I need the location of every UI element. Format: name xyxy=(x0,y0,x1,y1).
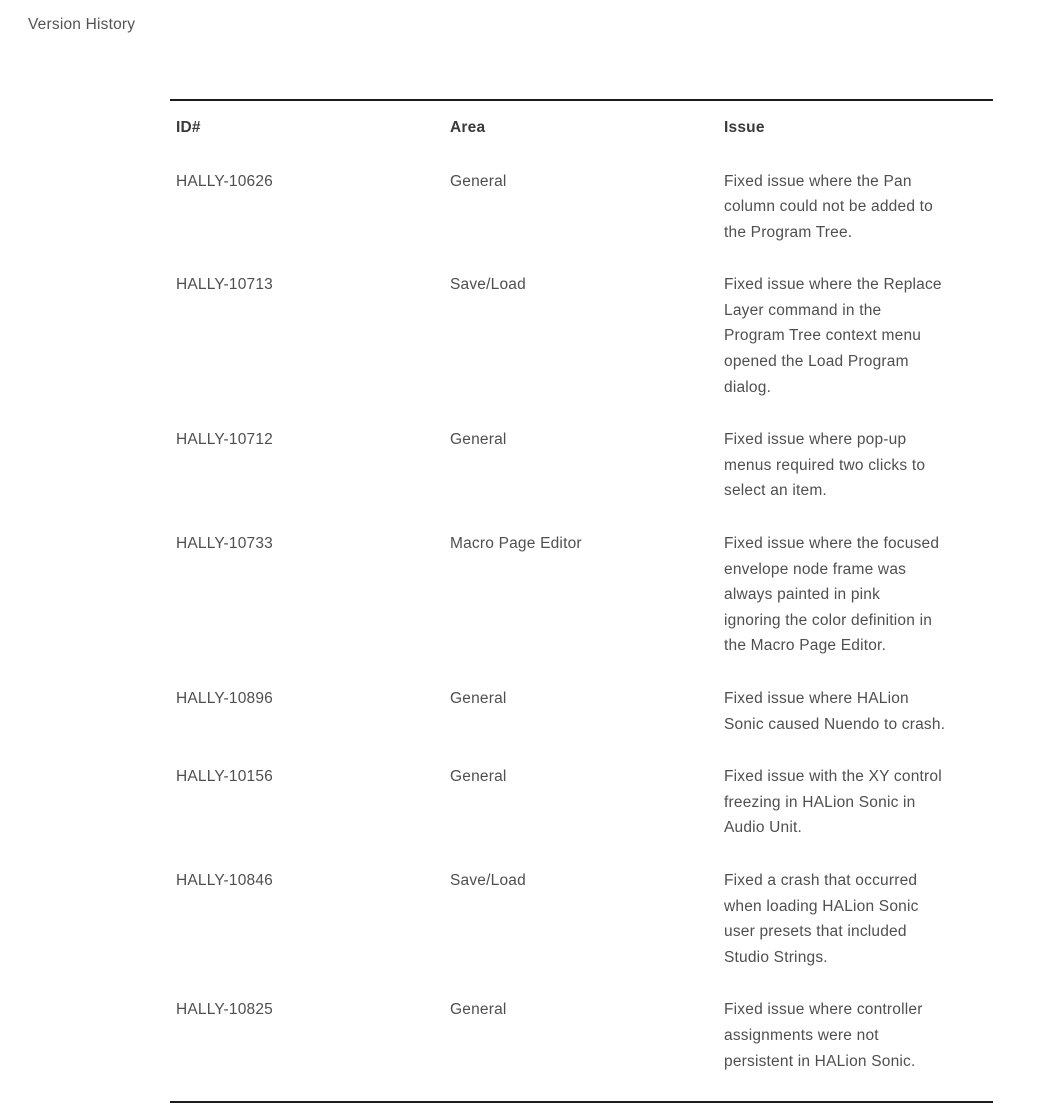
row-issue xyxy=(724,686,993,737)
row-id: HALLY-10713 xyxy=(176,276,274,294)
row-issue-line: the Macro Page Editor. xyxy=(724,637,887,655)
row-issue xyxy=(724,427,993,504)
row-issue-line: Fixed issue where HALion xyxy=(724,690,909,707)
row-issue-line: envelope node frame was xyxy=(724,560,907,578)
row-issue-line: Fixed issue where pop-up xyxy=(724,431,907,449)
row-issue-line: select an item. xyxy=(724,482,827,500)
row-issue-line: Sonic caused Nuendo to crash. xyxy=(724,715,946,733)
row-area: General xyxy=(450,172,507,190)
page-title: Version History xyxy=(28,16,136,33)
table-row xyxy=(170,169,993,273)
table-row xyxy=(170,272,993,427)
row-issue-line: when loading HALion Sonic xyxy=(724,897,919,915)
row-id: HALLY-10712 xyxy=(176,431,274,449)
row-id: HALLY-10156 xyxy=(176,768,274,786)
column-header-area: Area xyxy=(450,119,486,136)
row-issue-line: Studio Strings. xyxy=(724,948,828,966)
column-header-id: ID# xyxy=(176,119,201,136)
table-row xyxy=(170,868,993,997)
row-id: HALLY-10626 xyxy=(176,172,274,190)
row-area: General xyxy=(450,1001,507,1019)
row-area: Save/Load xyxy=(450,276,526,294)
row-area: Macro Page Editor xyxy=(450,535,582,553)
row-issue-line: user presets that included xyxy=(724,923,907,941)
table-row xyxy=(170,686,993,764)
row-issue-line: persistent in HALion Sonic. xyxy=(724,1052,916,1070)
row-issue-line: always painted in pink xyxy=(724,586,881,604)
row-issue xyxy=(724,169,993,246)
table-row xyxy=(170,764,993,868)
row-id: HALLY-10733 xyxy=(176,535,274,553)
row-issue-line: opened the Load Program xyxy=(724,353,909,371)
row-issue-line: assignments were not xyxy=(724,1026,879,1044)
row-id: HALLY-10846 xyxy=(176,871,274,889)
row-area: General xyxy=(450,768,507,786)
row-issue-line: Fixed issue where the Pan xyxy=(724,172,912,190)
row-issue xyxy=(724,272,993,400)
row-issue-line: Fixed issue where the Replace xyxy=(724,276,942,294)
column-header-issue: Issue xyxy=(724,119,765,136)
row-issue-line: dialog. xyxy=(724,378,772,396)
row-issue xyxy=(724,764,993,841)
table-row xyxy=(170,427,993,531)
row-issue xyxy=(724,531,993,659)
row-area: Save/Load xyxy=(450,871,526,889)
row-area: General xyxy=(450,431,507,449)
row-issue-line: Program Tree context menu xyxy=(724,327,922,345)
row-issue-line: freezing in HALion Sonic in xyxy=(724,793,916,811)
row-issue-line: column could not be added to xyxy=(724,198,933,216)
table-row xyxy=(170,531,993,686)
row-id: HALLY-10896 xyxy=(176,690,274,707)
row-id: HALLY-10825 xyxy=(176,1001,274,1019)
row-issue-line: ignoring the color definition in xyxy=(724,611,933,629)
row-issue xyxy=(724,868,993,970)
row-issue-line: Audio Unit. xyxy=(724,819,803,837)
row-issue-line: Layer command in the xyxy=(724,301,882,319)
table-body xyxy=(170,169,993,1102)
version-history-table xyxy=(170,99,993,1103)
row-issue-line: the Program Tree. xyxy=(724,223,853,241)
row-issue-line: Fixed issue with the XY control xyxy=(724,768,942,786)
row-issue-line: Fixed a crash that occurred xyxy=(724,871,918,889)
row-issue xyxy=(724,997,993,1074)
row-issue-line: Fixed issue where controller xyxy=(724,1001,923,1019)
row-area: General xyxy=(450,690,507,707)
row-issue-line: menus required two clicks to xyxy=(724,456,926,474)
table-header-row xyxy=(170,101,993,169)
row-issue-line: Fixed issue where the focused xyxy=(724,535,940,553)
table-row xyxy=(170,997,993,1101)
